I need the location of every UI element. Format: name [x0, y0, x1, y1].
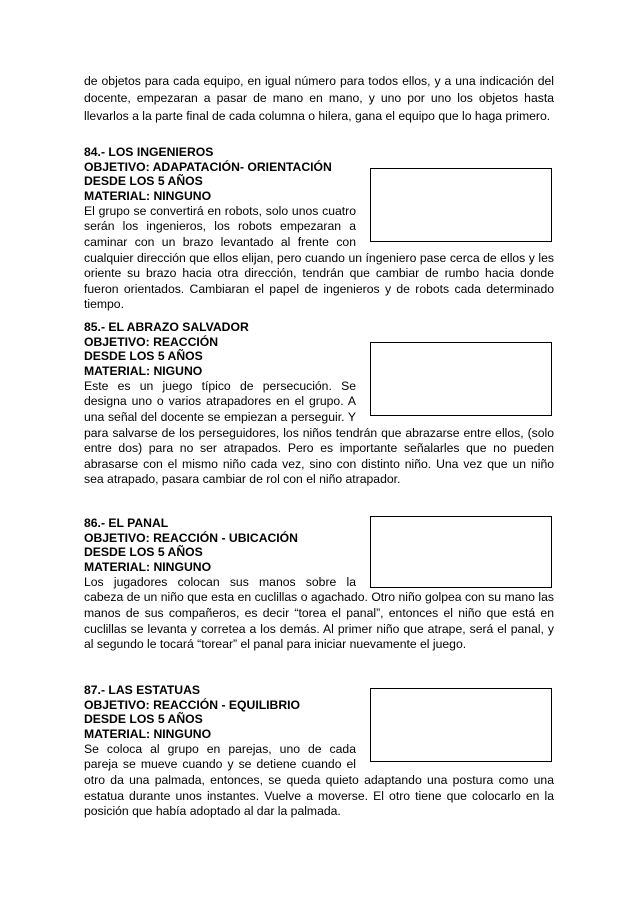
game-objective: OBJETIVO: ADAPATACIÓN- ORIENTACIÓN	[84, 159, 332, 174]
game-description: Los jugadores colocan sus manos sobre la cabeza de un niño que esta en cuclillas o agachado. Otro niño golpea con su mano las manos de sus compañeros, es decir “torea el panal”, entonces el niño que está en cuclillas se levanta y corretea a los demás. Al primer niño que atrape, será el panal, y al segundo le tocará “torear” el panal para iniciar nuevamente el juego.	[84, 574, 554, 652]
game-material: MATERIAL: NIGUNO	[84, 364, 203, 379]
game-title: 87.- LAS ESTATUAS	[84, 683, 201, 697]
game-age: DESDE LOS 5 AÑOS	[84, 349, 203, 364]
game-objective: OBJETIVO: REACCIÓN - EQUILIBRIO	[84, 697, 301, 712]
game-description: El grupo se convertirá en robots, solo unos cuatro serán los ingenieros, los robots empezaran a caminar con un brazo levantado al frente con cualquier dirección que ellos elijan, pero cuando un íngeniero pase cerca de ellos y les oriente su brazo hacia otra dirección, tendrán que cambiar de rumbo hacia donde fueron orientados. Cambiaran el papel de ingenieros y de robots cada determinado tiempo.	[84, 203, 554, 312]
game-age: DESDE LOS 5 AÑOS	[84, 545, 203, 560]
game-84-section	[84, 145, 554, 313]
game-objective: OBJETIVO: REACCIÓN	[84, 334, 219, 349]
image-placeholder	[370, 516, 552, 588]
game-86-section	[84, 516, 554, 653]
image-placeholder	[370, 168, 552, 242]
game-title: 84.- LOS INGENIEROS	[84, 145, 214, 159]
game-description: Este es un juego típico de persecución. Se designa uno o varios atrapadores en el grupo. A una señal del docente se empiezan a perseguir. Y para salvarse de los perseguidores, los niños tendrán que abrazarse entre ellos, (solo entre dos) para no ser atrapados. Pero es importante señalarles que no pueden abrasarse con el mismo niño cada vez, sino con distinto niño. Una vez que un niño sea atrapado, pasara cambiar de rol con el niño atrapador.	[84, 378, 554, 487]
intro-paragraph: de objetos para cada equipo, en igual número para todos ellos, y a una indicación del docente, empezaran a pasar de mano en mano, y uno por uno los objetos hasta llevarlos a la parte final de cada columna o hilera, gana el equipo que lo haga primero.	[84, 74, 554, 123]
game-title: 86.- EL PANAL	[84, 516, 169, 530]
game-material: MATERIAL: NINGUNO	[84, 189, 212, 204]
game-age: DESDE LOS 5 AÑOS	[84, 174, 203, 189]
game-objective: OBJETIVO: REACCIÓN - UBICACIÓN	[84, 530, 298, 545]
game-description: Se coloca al grupo en parejas, uno de cada pareja se mueve cuando y se detiene cuando el otro da una palmada, entonces, se queda quieto adaptando una postura como una estatua durante unos instantes. Vuelve a moverse. El otro tiene que colocarlo en la posición que había adoptado al dar la palmada.	[84, 741, 554, 819]
game-85-section	[84, 320, 554, 488]
game-age: DESDE LOS 5 AÑOS	[84, 712, 203, 727]
game-87-section	[84, 683, 554, 820]
image-placeholder	[370, 342, 552, 416]
image-placeholder	[370, 688, 552, 762]
game-material: MATERIAL: NINGUNO	[84, 727, 212, 742]
game-material: MATERIAL: NINGUNO	[84, 560, 212, 575]
game-title: 85.- EL ABRAZO SALVADOR	[84, 320, 249, 334]
